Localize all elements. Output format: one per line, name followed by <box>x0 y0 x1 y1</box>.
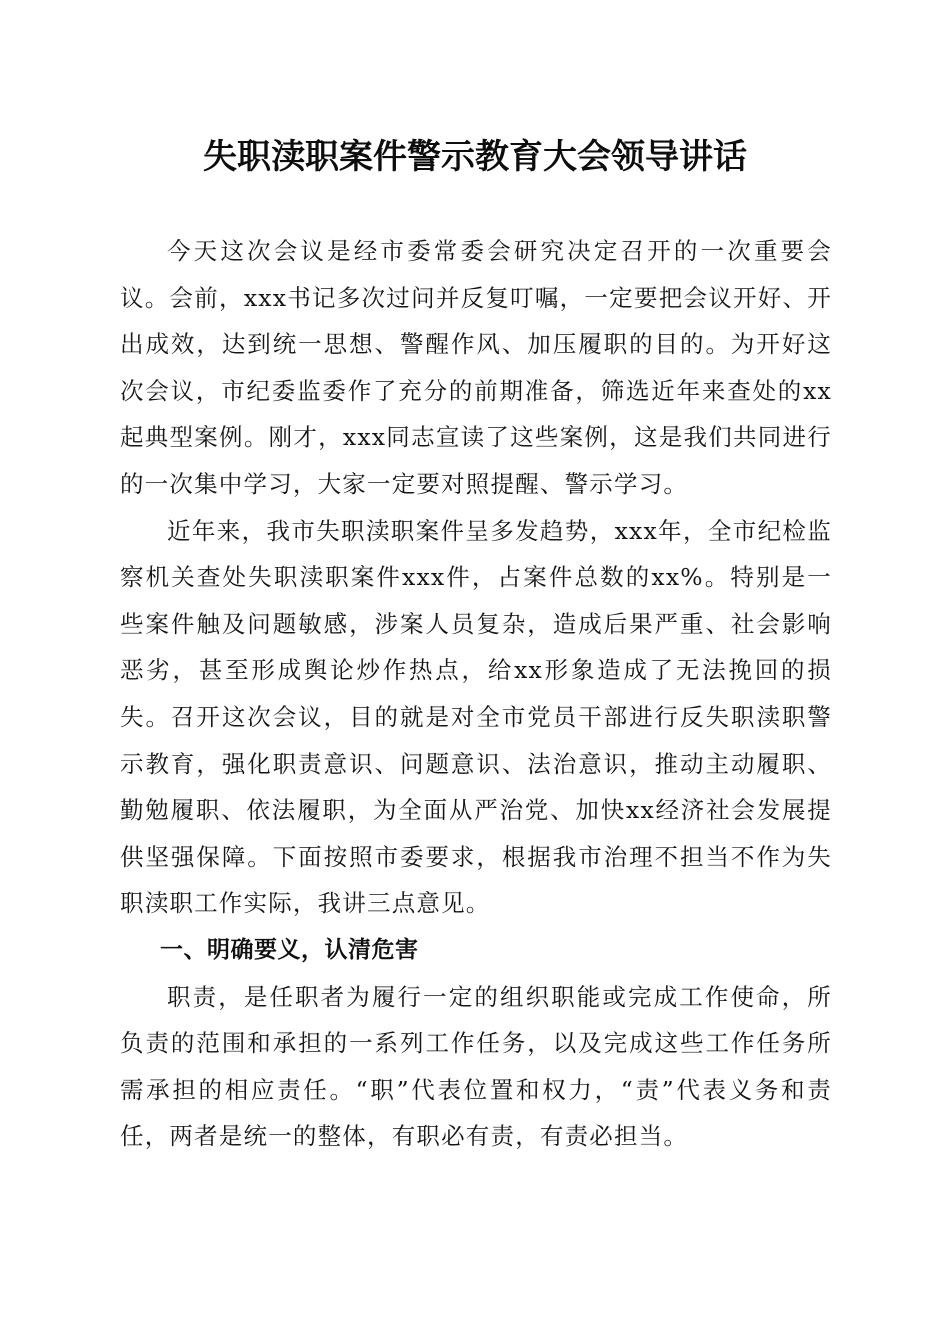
paragraph-intro: 今天这次会议是经市委常委会研究决定召开的一次重要会议。会前，xxx书记多次过问并反复叮嘱，一定要把会议开好、开出成效，达到统一思想、警醒作风、加压履职的目的。为开好这次会议，市纪委监委作了充分的前期准备，筛选近年来查处的xx起典型案例。刚才，xxx同志宣读了这些案例，这是我们共同进行的一次集中学习，大家一定要对照提醒、警示学习。 <box>120 237 832 498</box>
section-heading: 一、明确要义，认清危害 <box>160 936 419 963</box>
document-body <box>120 228 832 1160</box>
paragraph-background: 近年来，我市失职渎职案件呈多发趋势，xxx年，全市纪检监察机关查处失职渎职案件xxx件，占案件总数的xx%。特别是一些案件触及问题敏感，涉案人员复杂，造成后果严重、社会影响恶劣，甚至形成舆论炒作热点，给xx形象造成了无法挽回的损失。召开这次会议，目的就是对全市党员干部进行反失职渎职警示教育，强化职责意识、问题意识、法治意识，推动主动履职、勤勉履职、依法履职，为全面从严治党、加快xx经济社会发展提供坚强保障。下面按照市委要求，根据我市治理不担当不作为失职渎职工作实际，我讲三点意见。 <box>120 516 832 918</box>
paragraph-section-one: 职责，是任职者为履行一定的组织职能或完成工作使命，所负责的范围和承担的一系列工作任务，以及完成这些工作任务所需承担的相应责任。“职”代表位置和权力，“责”代表义务和责任，两者是统一的整体，有职必有责，有责必担当。 <box>120 982 832 1151</box>
document-title: 失职渎职案件警示教育大会领导讲话 <box>203 137 747 177</box>
